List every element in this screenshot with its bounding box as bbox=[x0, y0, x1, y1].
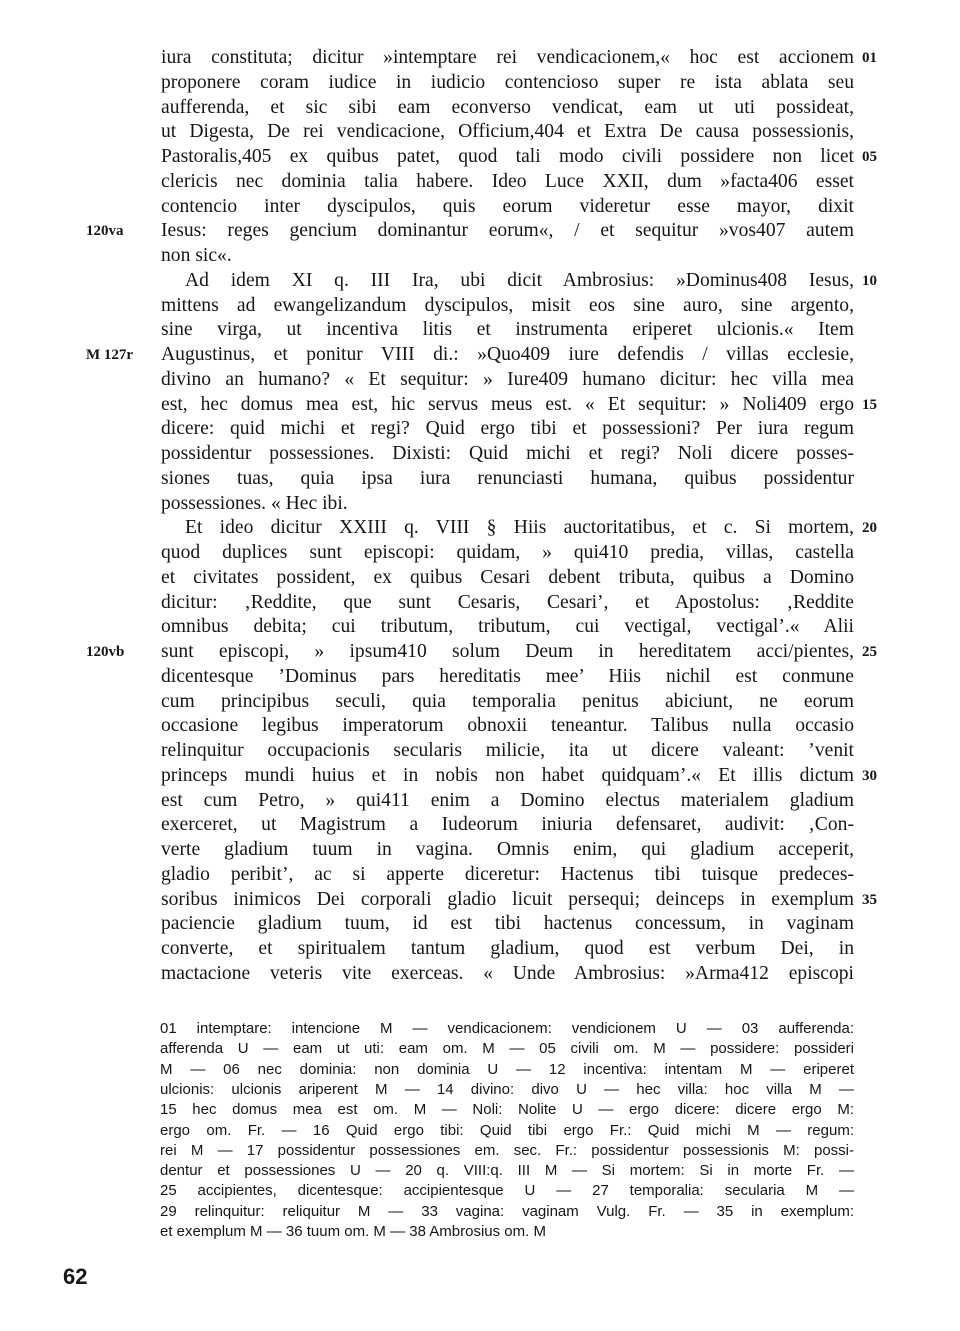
apparatus-line: M — 06 nec dominia: non dominia U — 12 incentiva: intentam M — eriperet bbox=[160, 1060, 854, 1078]
text-line: mactacione veteris vite exerceas. « Unde Ambrosius: »Arma412 episcopi bbox=[161, 962, 854, 984]
apparatus-line: 15 hec domus mea est om. M — Noli: Nolite U — ergo dicere: dicere ergo M: bbox=[160, 1101, 854, 1119]
apparatus-line: afferenda U — eam ut uti: eam om. M — 05 civili om. M — possidere: possideri bbox=[160, 1040, 854, 1058]
text-line: possidentur possessiones. Dixisti: Quid michi et regi? Noli dicere posses- bbox=[161, 443, 854, 464]
text-line: occasione legibus imperatorum obnoxii teneantur. Talibus nulla occasio bbox=[161, 715, 854, 737]
line-number: 15 bbox=[862, 396, 877, 413]
text-line: Pastoralis,405 ex quibus patet, quod tali modo civili possidere non licet bbox=[161, 146, 854, 167]
line-number: 20 bbox=[862, 520, 877, 537]
text-line: siones tuas, quia ipsa iura renunciasti humana, quibus possidentur bbox=[161, 467, 854, 489]
text-line: sine virga, ut incentiva litis et instrumenta eriperet ulcionis.« Item bbox=[161, 319, 854, 341]
text-line: divino an humano? « Et sequitur: » Iure409 humano dicitur: hec villa mea bbox=[161, 368, 854, 390]
text-line: dicere: quid michi et regi? Quid ergo tibi et possessioni? Per iura regum bbox=[161, 418, 854, 440]
text-line: Ad idem XI q. III Ira, ubi dicit Ambrosius: »Dominus408 Iesus, bbox=[185, 269, 854, 291]
text-line: relinquitur occupacionis secularis milicie, ita ut dicere valeant: ’venit bbox=[161, 740, 854, 761]
apparatus-line: ulcionis: ulcionis ariperent M — 14 divino: divo U — hec villa: hoc villa M — bbox=[160, 1080, 854, 1098]
apparatus-line: et exemplum M — 36 tuum om. M — 38 Ambrosius om. M bbox=[160, 1223, 546, 1240]
apparatus-line: 25 accipientes, dicentesque: accipientesque U — 27 temporalia: secularia M — bbox=[160, 1182, 854, 1200]
apparatus-line: 29 relinquitur: reliquitur M — 33 vagina: vaginam Vulg. Fr. — 35 in exemplum: bbox=[160, 1202, 854, 1220]
text-line: ut Digesta, De rei vendicacione, Officium,404 et Extra De causa possessionis, bbox=[161, 121, 854, 143]
text-line: dicitur: ‚Reddite, que sunt Cesaris, Cesari’, et Apostolus: ‚Reddite bbox=[161, 591, 854, 613]
text-line: converte, et spiritualem tantum gladium, quod est verbum Dei, in bbox=[161, 938, 854, 959]
text-line: quod duplices sunt episcopi: quidam, » qui410 predia, villas, castella bbox=[161, 542, 854, 563]
text-line: sunt episcopi, » ipsum410 solum Deum in hereditatem acci/pientes, bbox=[161, 641, 854, 662]
line-number: 30 bbox=[862, 767, 877, 784]
folio-marker: M 127r bbox=[86, 347, 134, 363]
text-line: proponere coram iudice in iudicio contencioso super re ista ablata seu bbox=[161, 71, 854, 93]
line-number: 35 bbox=[862, 891, 877, 908]
line-number: 25 bbox=[862, 644, 877, 660]
text-line: soribus inimicos Dei corporali gladio licuit persequi; deinceps in exemplum bbox=[161, 888, 854, 910]
folio-marker: 120va bbox=[86, 223, 124, 240]
text-line: princeps mundi huius et in nobis non habet quidquam’.« Et illis dictum bbox=[161, 764, 854, 786]
apparatus-line: rei M — 17 possidentur possessiones em. sec. Fr.: possidentur possessionis M: possi- bbox=[160, 1141, 854, 1159]
text-line: clericis nec dominia talia habere. Ideo Luce XXII, dum »facta406 esset bbox=[161, 170, 854, 192]
text-line: omnibus debita; cui tributum, tributum, cui vectigal, vectigal’.« Alii bbox=[161, 616, 854, 638]
text-line: exerceret, ut Magistrum a Iudeorum iniuria defensaret, audivit: ‚Con- bbox=[161, 814, 854, 836]
text-line: paciencie gladium tuum, id est tibi hactenus concessum, in vaginam bbox=[161, 913, 854, 935]
apparatus-line: 01 intemptare: intencione M — vendicacionem: vendicionem U — 03 aufferenda: bbox=[160, 1020, 854, 1037]
text-line: Iesus: reges gencium dominantur eorum«, / et sequitur »vos407 autem bbox=[161, 220, 854, 242]
line-number: 01 bbox=[862, 50, 877, 66]
line-number: 10 bbox=[862, 272, 877, 289]
apparatus-line: dentur et possessiones U — 20 q. VIII:q. III M — Si mortem: Si in morte Fr. — bbox=[160, 1162, 854, 1180]
text-line: contencio inter dyscipulos, quis eorum videretur esse mayor, dixit bbox=[161, 195, 854, 217]
text-line: Augustinus, et ponitur VIII di.: »Quo409 iure defendis / villas ecclesie, bbox=[161, 344, 854, 365]
line-number: 05 bbox=[862, 149, 877, 165]
text-line: mittens ad ewangelizandum dyscipulos, misit eos sine auro, sine argento, bbox=[161, 294, 854, 316]
text-line: cum principibus seculi, quia temporalia penitus abiciunt, ne eorum bbox=[161, 690, 854, 712]
text-line: iura constituta; dicitur »intemptare rei vendicacionem,« hoc est accionem bbox=[161, 47, 854, 68]
text-line: verte gladium tuum in vagina. Omnis enim, qui gladium acceperit, bbox=[161, 839, 854, 860]
page-number: 62 bbox=[63, 1264, 88, 1289]
text-line: est, hec domus mea est, hic servus meus est. « Et sequitur: » Noli409 ergo bbox=[161, 393, 854, 415]
apparatus-line: ergo om. Fr. — 16 Quid ergo tibi: Quid tibi ergo Fr.: Quid michi M — regum: bbox=[160, 1121, 854, 1139]
text-line: non sic«. bbox=[161, 245, 232, 266]
text-line: est cum Petro, » qui411 enim a Domino electus materialem gladium bbox=[161, 789, 854, 811]
text-line: possessiones. « Hec ibi. bbox=[161, 492, 348, 514]
text-line: gladio peribit’, ac si apperte diceretur: Hactenus tibi tuisque predeces- bbox=[161, 863, 854, 885]
text-line: Et ideo dicitur XXIII q. VIII § Hiis auctoritatibus, et c. Si mortem, bbox=[185, 517, 854, 539]
folio-marker: 120vb bbox=[86, 644, 125, 660]
text-line: dicentesque ’Dominus pars hereditatis mee’ Hiis nichil est conmune bbox=[161, 665, 854, 687]
text-line: et civitates possident, ex quibus Cesari debent tributa, quibus a Domino bbox=[161, 566, 854, 588]
text-line: aufferenda, et sic sibi eam econverso vendicat, eam ut uti possideat, bbox=[161, 96, 854, 118]
